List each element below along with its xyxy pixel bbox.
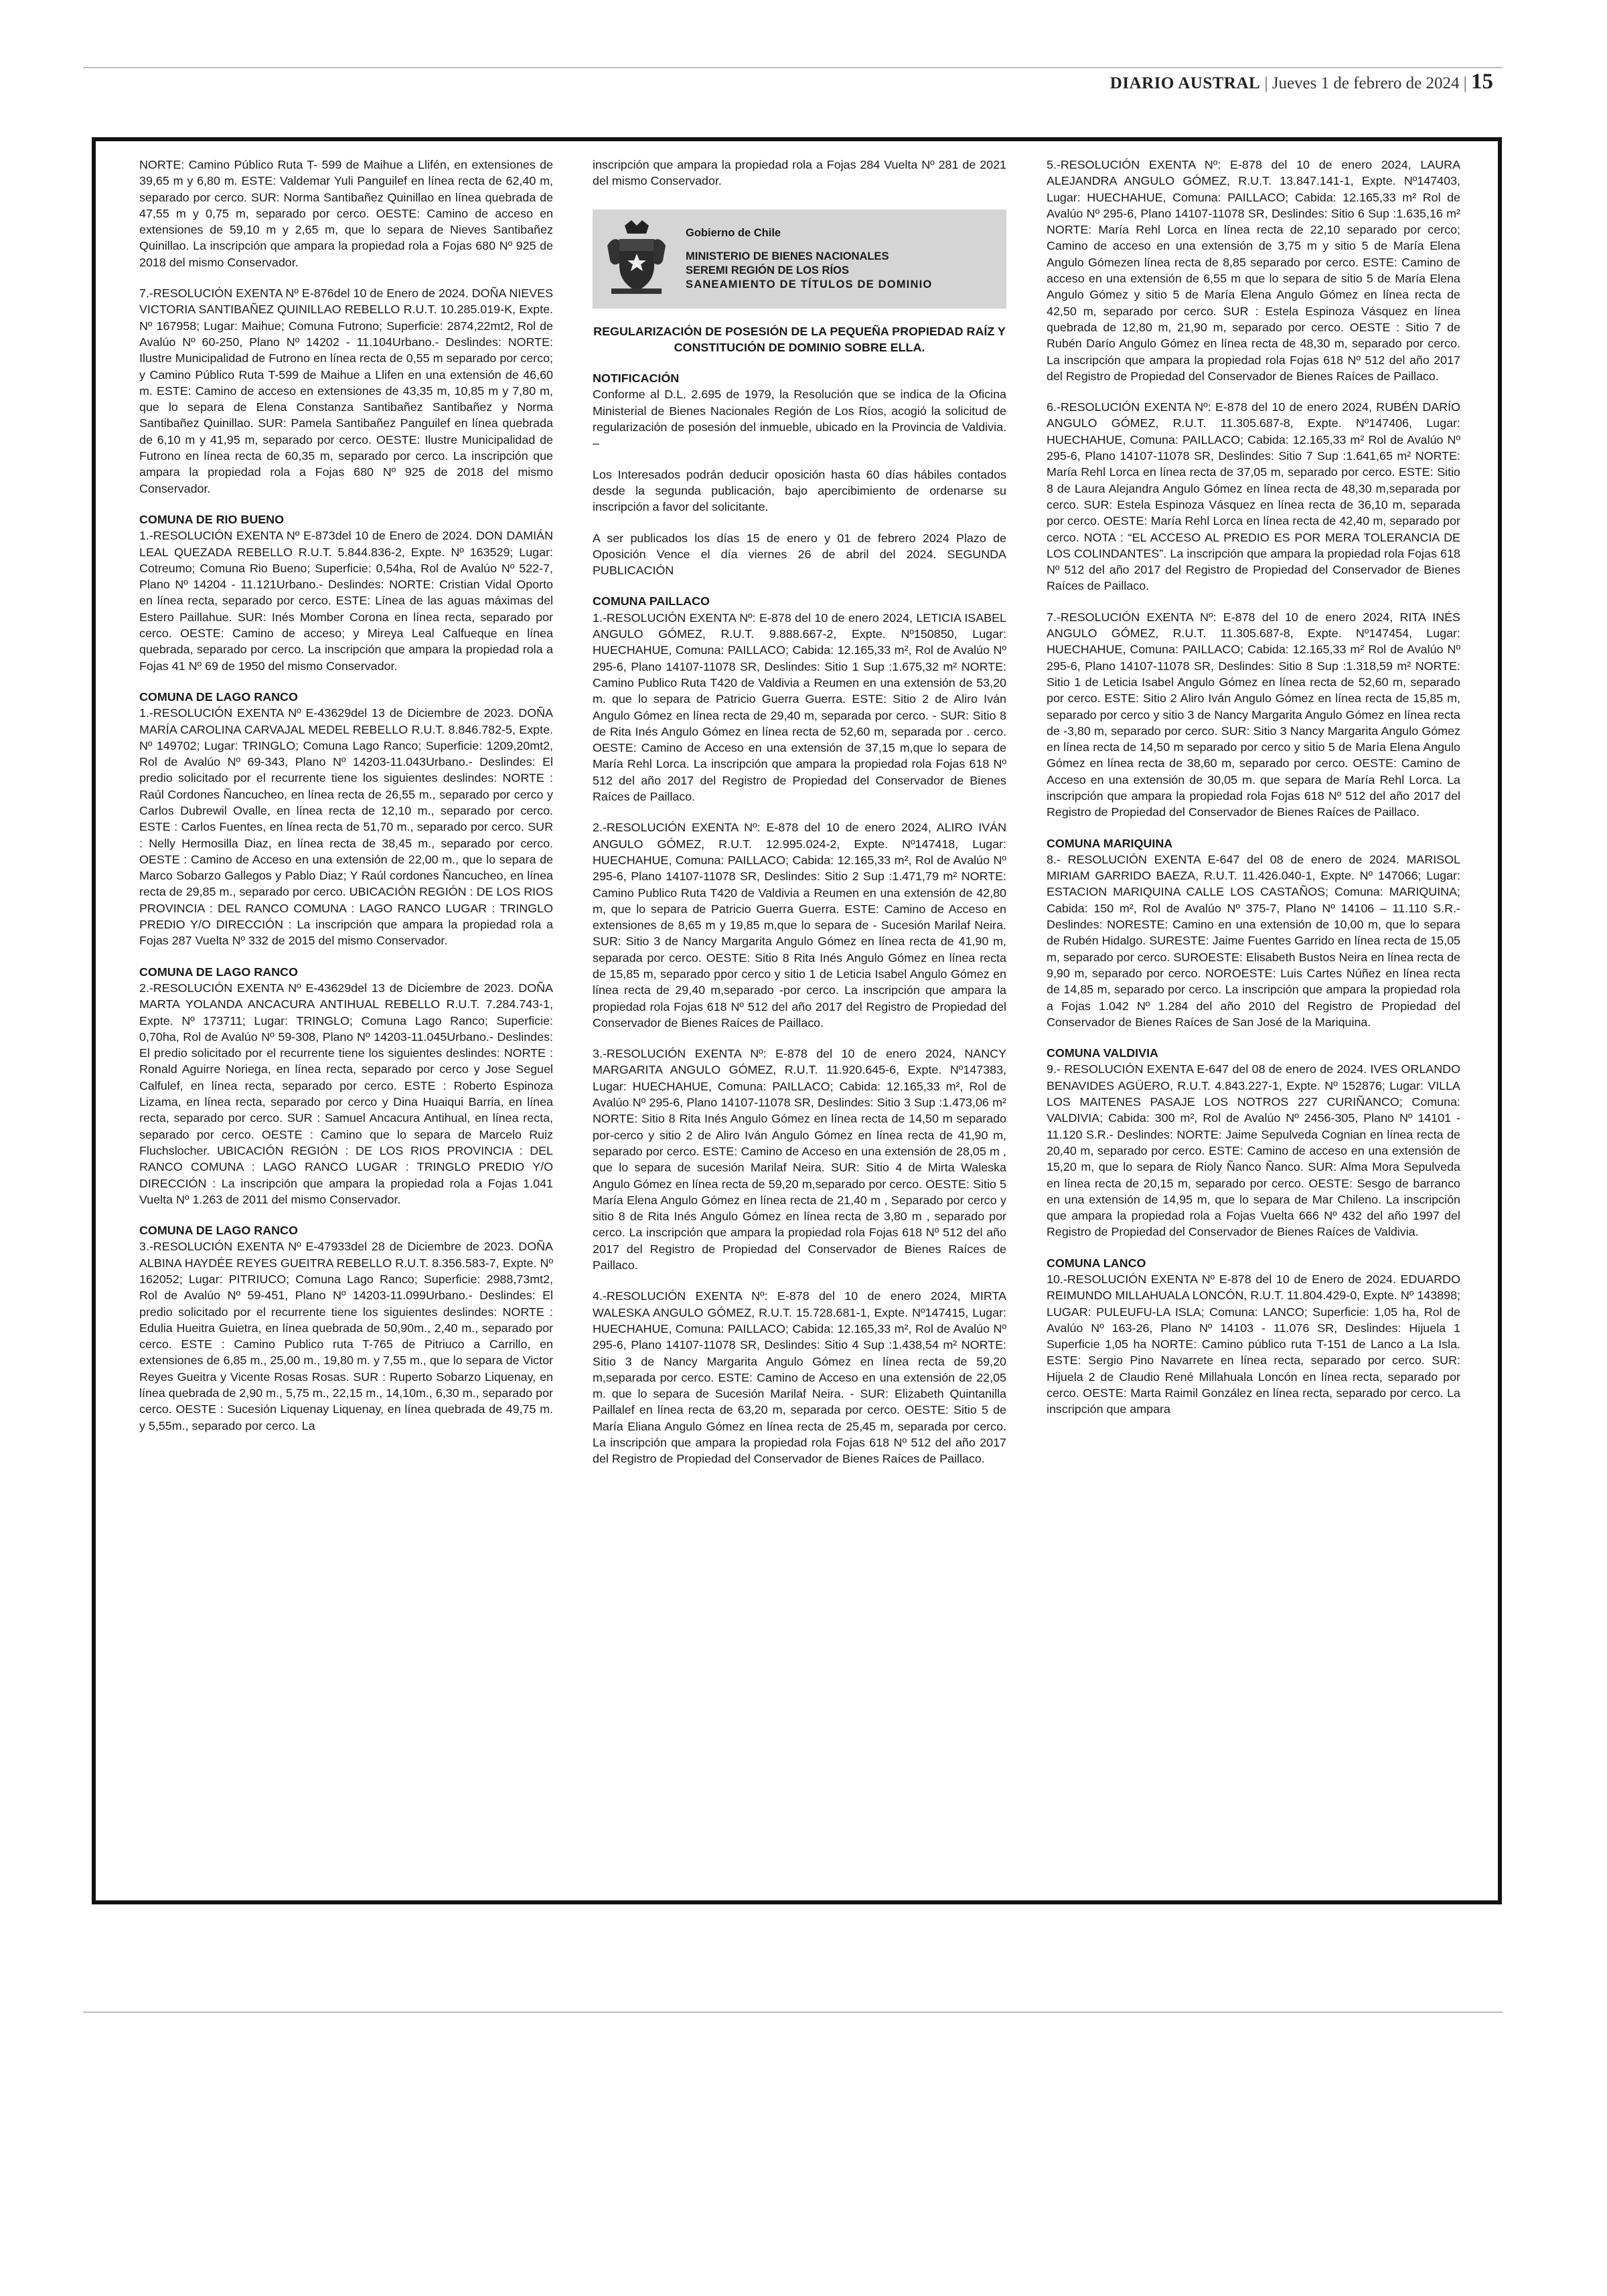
page-number: 15 xyxy=(1471,70,1493,94)
section-heading: COMUNA DE LAGO RANCO xyxy=(139,1224,298,1238)
paragraph: 1.-RESOLUCIÓN EXENTA Nº E-43629del 13 de Diciembre de 2023. DOÑA MARÍA CAROLINA CARVAJAL MEDEL REBELLO R.U.T. 8.846.782-5, Expte. Nº 149702; Lugar: TRINGLO; Comuna Lago Ranco; Superficie: 1209,20mt2, Rol de Avalúo Nº 69-343, Plano Nº 14203-11.043Urbano.- Deslindes: El predio solicitado por el recurrente tiene los siguientes deslindes: NORTE : Raúl Cordones Ñancucheo, en línea recta de 26,55 m., separado por cerco y Carlos Dubrewil Ovalle, en línea recta de 12,10 m., separado por cerco. ESTE : Carlos Fuentes, en línea recta de 51,70 m., separado por cerco. SUR : Nelly Hermosilla Diaz, en línea recta de 38,45 m., separado por cerco. OESTE : Camino de Acceso en una extensión de 22,00 m., que lo separa de Marco Sobarzo Gallegos y Pablo Diaz; Y Raúl cordones Ñancucheo, en línea recta de 29,85 m., separado por cerco. UBICACIÓN REGIÓN : DE LOS RIOS PROVINCIA : DEL RANCO COMUNA : LAGO RANCO LUGAR : TRINGLO PREDIO Y/O DIRECCIÓN : La inscripción que ampara la propiedad rola a Fojas 287 Vuelta Nº 332 de 2015 del mismo Conservador. xyxy=(139,706,553,948)
bottom-rule xyxy=(83,2012,1503,2013)
section-heading: COMUNA DE LAGO RANCO xyxy=(139,689,298,704)
newspaper-brand: DIARIO AUSTRAL xyxy=(1109,74,1261,92)
paragraph: 6.-RESOLUCIÓN EXENTA Nº: E-878 del 10 de enero 2024, RUBÉN DARÍO ANGULO GÓMEZ, R.U.T. 11.305.687-8, Expte. Nº147406, Lugar: HUECHAHUE, Comuna: PAILLACO; Cabida: 12.165,33 m² Rol de Avalúo Nº 295-6, Plano 14107-11078 SR, Deslindes: Sitio 7 Sup :1.641,65 m² NORTE: María Rehl Lorca en línea recta de 37,05 m, separado por cerco. ESTE: Sitio 8 de Laura Alejandra Angulo Gómez en línea recta de 48,30 m,separada por cerco. SUR: Estela Espinoza Vásquez en línea recta de 36,10 m, separada por cerco. OESTE: María Rehl Lorca en línea recta de 42,40 m, separado por cerco. NOTA : “EL ACCESO AL PREDIO ES POR MERA TOLERANCIA DE LOS COLINDANTES”. La inscripción que ampara la propiedad rola Fojas 618 Nº 512 del año 2017 del Registro de Propiedad del Conservador de Bienes Raíces de Paillaco. xyxy=(1047,400,1460,593)
section-heading: COMUNA DE RIO BUENO xyxy=(139,512,285,526)
masthead xyxy=(1110,70,1493,94)
paragraph: inscripción que ampara la propiedad rola a Fojas 284 Vuelta Nº 281 de 2021 del mismo Conservador. xyxy=(593,158,1006,188)
government-label: Gobierno de Chile xyxy=(686,226,781,239)
paragraph: 8.- RESOLUCIÓN EXENTA E-647 del 08 de enero de 2024. MARISOL MIRIAM GARRIDO BAEZA, R.U.T. 11.426.040-1, Expte. Nº 147066; Lugar: ESTACION MARIQUINA CALLE LOS CASTAÑOS; Comuna: MARIQUINA; Cabida: 150 m², Rol de Avalúo Nº 375-7, Plano Nº 14106 – 11.110 S.R.- Deslindes: NORESTE: Camino en una extensión de 10,00 m, que lo separa de Rubén Hidalgo. SURESTE: Jaime Fuentes Garrido en línea recta de 15,05 m, separado por cerco. SUROESTE: Elisabeth Bustos Neira en línea recta de 9,90 m, separado por cerco. NOROESTE: Luis Cartes Núñez en línea recta de 14,85 m, separado por cerco. La inscripción que ampara la propiedad rola a Fojas 1.042 Nº 1.284 del año 2010 del Registro de Propiedad del Conservador de Bienes Raíces de San José de la Mariquina. xyxy=(1047,852,1460,1029)
paragraph: 9.- RESOLUCIÓN EXENTA E-647 del 08 de enero de 2024. IVES ORLANDO BENAVIDES AGÜERO, R.U.T. 4.843.227-1, Expte. Nº 152876; Lugar: VILLA LOS MAITENES PASAJE LOS NOTROS 227 CURIÑANCO; Comuna: VALDIVIA; Cabida: 300 m², Rol de Avalúo Nº 2456-305, Plano Nº 14101 - 11.120 S.R.- Deslindes: NORTE: Jaime Sepulveda Cognian en línea recta de 20,40 m, separado por cerco. ESTE: Camino de acceso en una extensión de 15,20 m, que lo separa de Rioly Ñanco Ñanco. SUR: Alma Mora Sepulveda en línea recta de 20,15 m, separado por cerco. OESTE: Sesgo de barranco en una extensión de 14,95 m, que lo separa de Mar Chileno. La inscripción que ampara la propiedad rola a Fojas Vuelta 666 Nº 432 del año 1997 del Registro de Propiedad del Conservador de Bienes Raíces de Valdivia. xyxy=(1047,1062,1460,1239)
top-rule xyxy=(83,67,1503,68)
section-heading: COMUNA VALDIVIA xyxy=(1047,1046,1158,1060)
seremi-name: SEREMI REGIÓN DE LOS RÍOS xyxy=(686,264,849,276)
paragraph: 4.-RESOLUCIÓN EXENTA Nº: E-878 del 10 de enero 2024, MIRTA WALESKA ANGULO GÓMEZ, R.U.T. 15.728.681-1, Expte. Nº147415, Lugar: HUECHAHUE, Comuna: PAILLACO; Cabida: 12.165,33 m², Rol de Avalúo Nº 295-6, Plano 14107-11078 SR, Deslindes: Sitio 4 Sup :1.438,54 m² NORTE: Sitio 3 de Nancy Margarita Angulo Gómez en línea recta de 59,20 m,separada por cerco. ESTE: Camino de Acceso en una extensión de 22,05 m. que lo separa de Sucesión Marilaf Neira. - SUR: Elizabeth Quintanilla Paillalef en línea recta de 63,20 m, separada por cerco. OESTE: Sitio 5 de María Eliana Angulo Gómez en línea recta de 25,45 m, separada por cerco. La inscripción que ampara la propiedad rola Fojas 618 Nº 512 del año 2017 del Registro de Propiedad del Conservador de Bienes Raíces de Paillaco. xyxy=(593,1289,1006,1466)
government-banner-text xyxy=(686,226,932,292)
notificacion-heading: NOTIFICACIÓN xyxy=(593,372,680,386)
paragraph: 2.-RESOLUCIÓN EXENTA Nº E-43629del 13 de Diciembre de 2023. DOÑA MARTA YOLANDA ANCACURA ANTIHUAL REBELLO R.U.T. 7.284.743-1, Expte. Nº 173711; Lugar: TRINGLO; Comuna Lago Ranco; Superficie: 0,70ha, Rol de Avalúo Nº 59-308, Plano Nº 14203-11.045Urbano.- Deslindes: El predio solicitado por el recurrente tiene los siguientes deslindes: NORTE : Ronald Aguirre Noriega, en línea recta, separado por cerco y Jose Seguel Calfulef, en línea recta, separado por cerco. ESTE : Roberto Espinoza Lizama, en línea recta, separado por cerco y Dina Huaiqui Barria, en línea recta, separado por cerco. SUR : Samuel Ancacura Antihual, en línea recta, separado por cerco. OESTE : Camino que lo separa de Marcelo Ruiz Fluchslocher. UBICACIÓN REGIÓN : DE LOS RIOS PROVINCIA : DEL RANCO COMUNA : LAGO RANCO LUGAR : TRINGLO PREDIO Y/O DIRECCIÓN : La inscripción que ampara la propiedad rola a Fojas 1.041 Vuelta Nº 1.263 de 2011 del mismo Conservador. xyxy=(139,981,553,1206)
masthead-separator: | xyxy=(1463,74,1467,92)
paragraph: NORTE: Camino Público Ruta T- 599 de Maihue a Llifén, en extensiones de 39,65 m y 6,80 m. ESTE: Valdemar Yuli Panguilef en línea recta de 62,40 m, separado por cerco. SUR: Norma Santibañez Quinillao en línea quebrada de 47,55 m y 0,75 m, separado por cerco. OESTE: Camino de acceso en extensiones de 59,10 m y 2,65 m, que lo separa de Nieves Santibañez Quinillao. La inscripción que ampara la propiedad rola a Fojas 680 Nº 925 de 2018 del mismo Conservador. xyxy=(139,158,553,269)
paragraph: 10.-RESOLUCIÓN EXENTA Nº E-878 del 10 de Enero de 2024. EDUARDO REIMUNDO MILLAHUALA LONCÓN, R.U.T. 11.804.429-0, Expte. Nº 143898; LUGAR: PULEUFU-LA ISLA; Comuna: LANCO; Superficie: 1,05 ha, Rol de Avalúo Nº 163-26, Plano Nº 14103 - 11.076 SR, Deslindes: Hijuela 1 Superficie 1,05 ha NORTE: Camino público ruta T-151 de Lanco a La Isla. ESTE: Sergio Pino Navarrete en línea recta, separado por cerco. SUR: Hijuela 2 de Claudio René Millahuala Loncón en línea recta, separado por cerco. OESTE: Marta Raimil González en línea recta, separado por cerco. La inscripción que ampara xyxy=(1047,1273,1460,1416)
paragraph: 3.-RESOLUCIÓN EXENTA Nº E-47933del 28 de Diciembre de 2023. DOÑA ALBINA HAYDÉE REYES GUEITRA REBELLO R.U.T. 8.356.583-7, Expte. Nº 162052; Lugar: PITRIUCO; Comuna Lago Ranco; Superficie: 2988,73mt2, Rol de Avalúo Nº 59-451, Plano Nº 14203-11.099Urbano.- Deslindes: El predio solicitado por el recurrente tiene los siguientes deslindes: NORTE : Edulia Hueitra Guietra, en línea quebrada de 50,90m., 2,40 m., separado por cerco. ESTE : Camino Publico ruta T-765 de Pitriuco a Carrillo, en extensiones de 6,85 m., 25,00 m., 19,80 m. y 7,55 m., que lo separa de Victor Reyes Gueitra y Vicente Rosas Rosas. SUR : Ruperto Sobarzo Liquenay, en línea quebrada de 2,90 m., 5,75 m., 22,15 m., 14,10m., 6,30 m., separado por cerco. OESTE : Sucesión Liquenay Liquenay, en línea quebrada de 49,75 m. y 5,55m., separado por cerco. La xyxy=(139,1240,553,1432)
masthead-separator: | xyxy=(1264,74,1268,92)
paragraph: 2.-RESOLUCIÓN EXENTA Nº: E-878 del 10 de enero 2024, ALIRO IVÁN ANGULO GÓMEZ, R.U.T. 12.995.024-2, Expte. Nº147418, Lugar: HUECHAHUE, Comuna: PAILLACO; Cabida: 12.165,33 m², Rol de Avalúo Nº 295-6, Plano 14107-11078 SR, Deslindes: Sitio 2 Sup :1.471,79 m² NORTE: Camino Publico Ruta T420 de Valdivia a Reumen en una extensión de 42,80 m, que lo separa de Patricio Guerra Guerra. ESTE: Camino de Acceso en extensiones de 8,65 m y 19,85 m,que lo separa de - Sucesión Marilaf Neira. SUR: Sitio 3 de Nancy Margarita Angulo Gómez en línea recta de 41,90 m, separada por cerco. OESTE: Sitio 8 Rita Inés Angulo Gómez en línea recta de 15,85 m, separado ppor cerco y sitio 1 de Leticia Isabel Angulo Gómez en línea recta de 29,40 m,separado -por cerco. La inscripción que ampara la propiedad rola Fojas 618 Nº 512 del año 2017 del Registro de Propiedad del Conservador de Bienes Raíces de Paillaco. xyxy=(593,821,1006,1030)
coat-of-arms-icon xyxy=(605,219,668,299)
program-name: SANEAMIENTO DE TÍTULOS DE DOMINIO xyxy=(686,278,933,291)
government-banner xyxy=(593,210,1006,309)
paragraph: 3.-RESOLUCIÓN EXENTA Nº: E-878 del 10 de enero 2024, NANCY MARGARITA ANGULO GÓMEZ, R.U.T. 11.920.645-6, Expte. Nº147383, Lugar: HUECHAHUE, Comuna: PAILLACO; Cabida: 12.165,33 m², Rol de Avalúo Nº 295-6, Plano 14107-11078 SR, Deslindes: Sitio 3 Sup :1.473,06 m² NORTE: Sitio 8 Rita Inés Angulo Gómez en línea recta de 14,50 m separado por-cerco y sitio 2 de Aliro Iván Angulo Gómez en línea recta de 41,90 m, separado por cerco. ESTE: Camino de Acceso en una extensión de 28,05 m , que lo separa de sucesión Marilaf Neira. SUR: Sitio 4 de Mirta Waleska Angulo Gómez en línea recta de 59,20 m,separado por cerco. OESTE: Sitio 5 María Elena Angulo Gómez en línea recta de 21,40 m , Separado por cerco y sitio 8 de Rita Inés Angulo Gómez en línea recta de 3,80 m , separado por cerco. La inscripción que ampara la propiedad rola Fojas 618 Nº 512 del año 2017 del Registro de Propiedad del Conservador de Bienes Raíces de Paillaco. xyxy=(593,1047,1006,1273)
paragraph: A ser publicados los días 15 de enero y 01 de febrero 2024 Plazo de Oposición Vence el día viernes 26 de abril del 2024. SEGUNDA PUBLICACIÓN xyxy=(593,531,1006,578)
paragraph: 7.-RESOLUCIÓN EXENTA Nº: E-878 del 10 de enero 2024, RITA INÉS ANGULO GÓMEZ, R.U.T. 11.305.687-8, Expte. Nº147454, Lugar: HUECHAHUE, Comuna: PAILLACO; Cabida: 12.165,33 m² Rol de Avalúo Nº 295-6, Plano 14107-11078 SR, Deslindes: Sitio 8 Sup :1.318,59 m² NORTE: Sitio 1 de Leticia Isabel Angulo Gómez en línea recta de 52,60 m, separado por cerco. ESTE: Sitio 2 Aliro Iván Angulo Gómez en línea recta de 15,85 m, separado por cerco y sitio 3 de Nancy Margarita Angulo Gómez en línea recta de -3,80 m, separado por cerco. SUR: Sitio 3 Nancy Margarita Angulo Gómez en línea recta de 14,50 m separado por cerco y sitio 5 de María Elena Angulo Gómez en línea recta de 38,60 m, separado por cerco. OESTE: Camino de Acceso en una extensión de 30,05 m. que separa de María Rehl Lorca. La inscripción que ampara la propiedad rola Fojas 618 Nº 512 del año 2017 del Registro de Propiedad del Conservador de Bienes Raíces de Paillaco. xyxy=(1047,610,1460,819)
column-1 xyxy=(139,157,553,1890)
notice-title: REGULARIZACIÓN DE POSESIÓN DE LA PEQUEÑA PROPIEDAD RAÍZ Y CONSTITUCIÓN DE DOMINIO SOBRE ELLA. xyxy=(593,324,1006,354)
column-3 xyxy=(1047,157,1460,1890)
paragraph: 1.-RESOLUCIÓN EXENTA Nº E-873del 10 de Enero de 2024. DON DAMIÁN LEAL QUEZADA REBELLO R.U.T. 5.844.836-2, Expte. Nº 163529; Lugar: Cotreumo; Comuna Rio Bueno; Superficie: 0,54ha, Rol de Avalúo Nº 522-7, Plano Nº 14204 - 11.121Urbano.- Deslindes: NORTE: Cristian Vidal Oporto en línea recta, separado por cerco. ESTE: Línea de las aguas máximas del Estero Paillahue. SUR: Inés Momber Corona en línea recta, separado por cerco. OESTE: Camino de acceso; y Mireya Leal Calfueque en línea quebrada, separado por cerco. La inscripción que ampara la propiedad rola a Fojas 41 Nº 69 de 1950 del mismo Conservador. xyxy=(139,529,553,673)
paragraph: 1.-RESOLUCIÓN EXENTA Nº: E-878 del 10 de enero 2024, LETICIA ISABEL ANGULO GÓMEZ, R.U.T. 9.888.667-2, Expte. Nº150850, Lugar: HUECHAHUE, Comuna: PAILLACO; Cabida: 12.165,33 m², Rol de Avalúo Nº 295-6, Plano 14107-11078 SR, Deslindes: Sitio 1 Sup :1.675,32 m² NORTE: Camino Publico Ruta T420 de Valdivia a Reumen en una extensión de 53,20 m. que lo separa de Patricio Guerra Guerra. ESTE: Sitio 2 de Aliro Iván Angulo Gómez en línea recta de 29,40 m, separada por cerco. - SUR: Sitio 8 de Rita Inés Angulo Gómez en línea recta de 52,60 m, separada por . cerco. OESTE: Camino de Acceso en una extensión de 37,15 m,que lo separa de María Rehl Lorca. La inscripción que ampara la propiedad rola Fojas 618 Nº 512 del año 2017 del Registro de Propiedad del Conservador de Bienes Raíces de Paillaco. xyxy=(593,610,1006,804)
paragraph: Los Interesados podrán deducir oposición hasta 60 días hábiles contados desde la segunda publicación, bajo apercibimiento de ordenarse su inscripción a favor del solicitante. xyxy=(593,467,1006,514)
issue-date: Jueves 1 de febrero de 2024 xyxy=(1272,74,1460,92)
ministry-name: MINISTERIO DE BIENES NACIONALES xyxy=(686,250,889,262)
section-heading: COMUNA LANCO xyxy=(1047,1256,1146,1270)
section-heading: COMUNA MARIQUINA xyxy=(1047,836,1173,850)
section-heading: COMUNA DE LAGO RANCO xyxy=(139,965,298,979)
column-2 xyxy=(593,157,1006,1890)
paragraph: 5.-RESOLUCIÓN EXENTA Nº: E-878 del 10 de enero 2024, LAURA ALEJANDRA ANGULO GÓMEZ, R.U.T. 13.847.141-1, Expte. Nº147403, Lugar: HUECHAHUE, Comuna: PAILLACO; Cabida: 12.165,33 m² Rol de Avalúo Nº 295-6, Plano 14107-11078 SR, Deslindes: Sitio 6 Sup :1.635,16 m² NORTE: María Rehl Lorca en línea recta de 22,10 separado por cerco; Camino de acceso en una extensión de 3,75 m y sitio 5 de María Elena Angulo Gómezen línea recta de 8,85 separado por cerco. ESTE: Camino de acceso en una extensión de 6,55 m que lo separa de sitio 5 de María Elena Angulo Gómez y sitio 5 de María Elena Angulo Gómez en línea recta de 42,50 m, separado por cerco. SUR : Estela Espinoza Vásquez en línea quebrada de 12,80 m, 21,90 m, separado por cerco. OESTE : Sitio 7 de Rubén Darío Angulo Gómez en línea recta de 48,30 m, separado por cerco. La inscripción que ampara la propiedad rola Fojas 618 Nº 512 del año 2017 del Registro de Propiedad del Conservador de Bienes Raíces de Paillaco. xyxy=(1047,158,1460,383)
paragraph: Conforme al D.L. 2.695 de 1979, la Resolución que se indica de la Oficina Ministerial de Bienes Nacionales Región de Los Ríos, acogió la solicitud de regularización de posesión del inmueble, ubicado en la Provincia de Valdivia. – xyxy=(593,388,1006,450)
section-heading: COMUNA PAILLACO xyxy=(593,594,710,608)
paragraph: 7.-RESOLUCIÓN EXENTA Nº E-876del 10 de Enero de 2024. DOÑA NIEVES VICTORIA SANTIBAÑEZ QUINILLAO REBELLO R.U.T. 10.285.019-K, Expte. Nº 167958; Lugar: Maihue; Comuna Futrono; Superficie: 2874,22mt2, Rol de Avalúo Nº 60-250, Plano Nº 14202 - 11.104Urbano.- Deslindes: NORTE: Ilustre Municipalidad de Futrono en línea recta de 0,55 m separado por cerco; y Camino Público Ruta T-599 de Maihue a Llifen en una extensión de 46,60 m. ESTE: Camino de acceso en extensiones de 43,35 m, 10,85 m y 7,80 m, que lo separa de Elena Constanza Santibañez Santibañez y Norma Santibañez Quinillao. SUR: Pamela Santibañez Panguilef en línea quebrada de 6,10 m y 41,95 m, separado por cerco. OESTE: Ilustre Municipalidad de Futrono en línea recta de 60,35 m, separado por cerco. La inscripción que ampara la propiedad rola a Fojas 680 Nº 925 de 2018 del mismo Conservador. xyxy=(139,286,553,495)
